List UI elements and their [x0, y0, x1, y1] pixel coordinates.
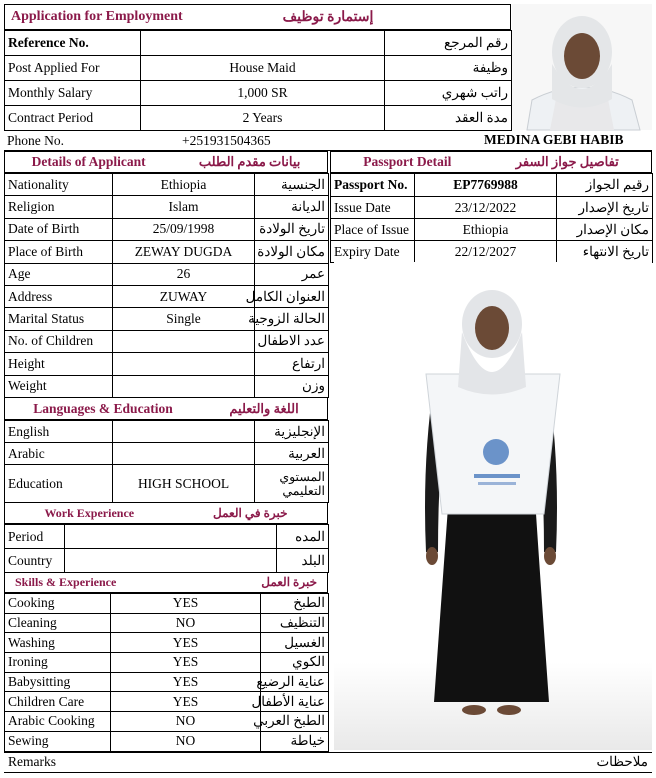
skill-value: NO: [111, 613, 261, 633]
skill-label: Children Care: [5, 692, 111, 712]
detail-label-ar: وزن: [255, 375, 329, 397]
contract-label: Contract Period: [5, 106, 141, 131]
skill-label: Babysitting: [5, 672, 111, 692]
table-row: [5, 375, 329, 397]
detail-value: [113, 375, 255, 397]
table-row: [5, 525, 329, 549]
work-title-en: Work Experience: [44, 505, 135, 520]
details-section-header: [4, 151, 328, 173]
phone-value: +251931504365: [182, 133, 271, 148]
table-row: [5, 106, 512, 131]
place-of-issue-value: Ethiopia: [415, 219, 557, 241]
work-section-header: [4, 502, 328, 524]
passport-table: [330, 173, 653, 263]
table-row: [5, 241, 329, 263]
country-label-ar: البلد: [277, 549, 329, 573]
table-row: [5, 653, 329, 673]
skill-value: YES: [111, 692, 261, 712]
detail-label-ar: الحالة الزوجية: [255, 308, 329, 330]
detail-label-ar: العنوان الكامل: [255, 285, 329, 307]
form-title-en: Application for Employment: [11, 9, 183, 24]
table-row: [5, 218, 329, 240]
table-row: [5, 613, 329, 633]
detail-value: 25/09/1998: [113, 218, 255, 240]
contract-value: 2 Years: [141, 106, 385, 131]
detail-label: Age: [5, 263, 113, 285]
english-value: [113, 421, 255, 443]
skill-label-ar: الغسيل: [261, 633, 329, 653]
phone-label: Phone No.: [7, 133, 64, 148]
languages-title-ar: اللغة والتعليم: [229, 400, 299, 416]
place-of-issue-label-ar: مكان الإصدار: [557, 219, 653, 241]
table-row: [5, 263, 329, 285]
issue-date-label-ar: تاريخ الإصدار: [557, 197, 653, 219]
english-label: English: [5, 421, 113, 443]
table-row: [5, 285, 329, 307]
passport-section-header: [330, 151, 652, 173]
detail-value: Single: [113, 308, 255, 330]
detail-label-ar: عدد الاطفال: [255, 330, 329, 352]
table-row: [5, 330, 329, 352]
detail-label: Place of Birth: [5, 241, 113, 263]
table-row: [5, 443, 329, 465]
skill-label-ar: الطبخ: [261, 594, 329, 614]
applicant-full-photo: [334, 262, 652, 750]
table-row: [5, 712, 329, 732]
english-label-ar: الإنجليزية: [255, 421, 329, 443]
detail-value: Islam: [113, 196, 255, 218]
expiry-date-label-ar: تاريخ الانتهاء: [557, 241, 653, 263]
table-row: [5, 31, 512, 56]
skill-label: Washing: [5, 633, 111, 653]
details-title-ar: بيانات مقدم الطلب: [198, 154, 301, 169]
place-of-issue-label: Place of Issue: [331, 219, 415, 241]
form-header: [4, 4, 511, 30]
expiry-date-label: Expiry Date: [331, 241, 415, 263]
issue-date-label: Issue Date: [331, 197, 415, 219]
table-row: [5, 81, 512, 106]
country-value: [65, 549, 277, 573]
table-row: [5, 465, 329, 503]
detail-label: No. of Children: [5, 330, 113, 352]
detail-label: Marital Status: [5, 308, 113, 330]
detail-label-ar: عمر: [255, 263, 329, 285]
skill-label-ar: خياطة: [261, 731, 329, 751]
applicant-name: MEDINA GEBI HABIB: [484, 132, 624, 147]
table-row: [5, 353, 329, 375]
skill-value: YES: [111, 672, 261, 692]
arabic-value: [113, 443, 255, 465]
issue-date-value: 23/12/2022: [415, 197, 557, 219]
skill-label-ar: الكوي: [261, 653, 329, 673]
education-label-ar: المستوي التعليمي: [255, 465, 329, 503]
salary-label-ar: راتب شهري: [385, 81, 512, 106]
skill-label: Sewing: [5, 731, 111, 751]
work-table: [4, 524, 329, 573]
remarks-label: Remarks: [8, 754, 56, 769]
detail-label: Height: [5, 353, 113, 375]
salary-value: 1,000 SR: [141, 81, 385, 106]
details-title-en: Details of Applicant: [31, 154, 146, 169]
table-row: [331, 241, 653, 263]
table-row: [5, 196, 329, 218]
salary-label: Monthly Salary: [5, 81, 141, 106]
skill-value: YES: [111, 594, 261, 614]
period-value: [65, 525, 277, 549]
table-row: [5, 549, 329, 573]
detail-label-ar: الديانة: [255, 196, 329, 218]
details-table: [4, 173, 329, 398]
top-info-table: [4, 30, 512, 131]
languages-section-header: [4, 397, 328, 420]
passport-no-label-ar: رقيم الجواز: [557, 174, 653, 197]
detail-label: Nationality: [5, 174, 113, 196]
form-title-ar: إستمارة توظيف: [282, 9, 374, 25]
phone-table: [4, 131, 329, 151]
reference-label-ar: رقم المرجع: [385, 31, 512, 56]
skill-label-ar: الطبخ العربي: [261, 712, 329, 732]
languages-table: [4, 420, 329, 503]
skill-label-ar: عناية الرضيع: [261, 672, 329, 692]
passport-no-label: Passport No.: [331, 174, 415, 197]
work-title-ar: خبرة في العمل: [213, 505, 288, 520]
detail-label-ar: ارتفاع: [255, 353, 329, 375]
post-label-ar: وظيفة: [385, 56, 512, 81]
skills-title-en: Skills & Experience: [15, 575, 117, 589]
table-row: [331, 174, 653, 197]
detail-label-ar: تاريخ الولادة: [255, 218, 329, 240]
post-label: Post Applied For: [5, 56, 141, 81]
table-row: [5, 692, 329, 712]
expiry-date-value: 22/12/2027: [415, 241, 557, 263]
detail-label-ar: مكان الولادة: [255, 241, 329, 263]
skills-section-header: [4, 572, 328, 593]
table-row: [5, 174, 329, 196]
detail-value: 26: [113, 263, 255, 285]
passport-title-ar: تفاصيل جواز السفر: [515, 154, 619, 169]
skill-label: Cooking: [5, 594, 111, 614]
table-row: [4, 131, 329, 151]
reference-label: Reference No.: [5, 31, 141, 56]
detail-value: [113, 353, 255, 375]
skill-label-ar: التنظيف: [261, 613, 329, 633]
detail-value: ZUWAY: [113, 285, 255, 307]
detail-value: Ethiopia: [113, 174, 255, 196]
skill-value: YES: [111, 653, 261, 673]
arabic-label-ar: العربية: [255, 443, 329, 465]
skill-value: NO: [111, 731, 261, 751]
table-row: [331, 197, 653, 219]
contract-label-ar: مدة العقد: [385, 106, 512, 131]
skill-label-ar: عناية الأطفال: [261, 692, 329, 712]
applicant-headshot: [512, 4, 652, 130]
period-label-ar: المده: [277, 525, 329, 549]
languages-title-en: Languages & Education: [33, 400, 173, 416]
passport-title-en: Passport Detail: [363, 154, 452, 169]
arabic-label: Arabic: [5, 443, 113, 465]
skill-value: YES: [111, 633, 261, 653]
skill-label: Cleaning: [5, 613, 111, 633]
period-label: Period: [5, 525, 65, 549]
table-row: [5, 731, 329, 751]
detail-label-ar: الجنسية: [255, 174, 329, 196]
education-label: Education: [5, 465, 113, 503]
table-row: [5, 56, 512, 81]
reference-value: [141, 31, 385, 56]
skill-value: NO: [111, 712, 261, 732]
detail-label: Address: [5, 285, 113, 307]
remarks-row: [4, 752, 652, 773]
post-value: House Maid: [141, 56, 385, 81]
detail-label: Date of Birth: [5, 218, 113, 240]
table-row: [5, 633, 329, 653]
education-value: HIGH SCHOOL: [113, 465, 255, 503]
detail-label: Weight: [5, 375, 113, 397]
table-row: [5, 308, 329, 330]
remarks-label-ar: ملاحظات: [596, 754, 648, 769]
table-row: [331, 219, 653, 241]
country-label: Country: [5, 549, 65, 573]
skill-label: Arabic Cooking: [5, 712, 111, 732]
table-row: [5, 594, 329, 614]
skills-table: [4, 593, 329, 752]
skills-title-ar: خبرة العمل: [261, 575, 317, 589]
detail-label: Religion: [5, 196, 113, 218]
skill-label: Ironing: [5, 653, 111, 673]
detail-value: [113, 330, 255, 352]
table-row: [5, 672, 329, 692]
table-row: [5, 421, 329, 443]
detail-value: ZEWAY DUGDA: [113, 241, 255, 263]
passport-no-value: EP7769988: [415, 174, 557, 197]
